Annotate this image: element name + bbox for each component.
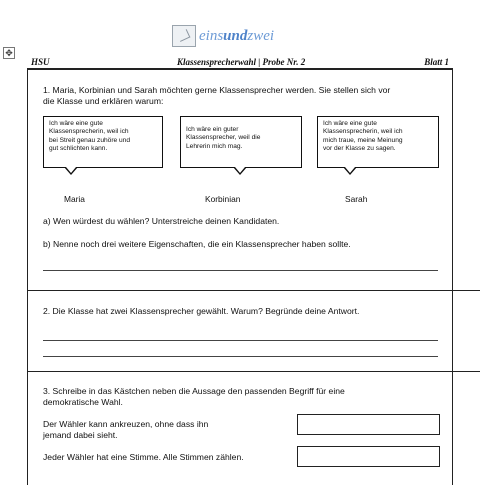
- logo-text: einsundzwei: [199, 27, 275, 44]
- move-icon[interactable]: ✥: [3, 47, 15, 59]
- answer-line[interactable]: [43, 270, 438, 271]
- task3-line2: demokratische Wahl.: [43, 397, 123, 407]
- task1-question-b: b) Nenne noch drei weitere Eigenschaften, die ein Klassensprecher haben sollte.: [43, 239, 351, 249]
- speech-bubble-korbinian: Ich wäre ein guter Klassensprecher, weil die Lehrerin mich mag.: [180, 116, 302, 168]
- task2-text: 2. Die Klasse hat zwei Klassensprecher gewählt. Warum? Begründe deine Antwort.: [43, 306, 360, 316]
- task3-item1-line1: Der Wähler kann ankreuzen, ohne dass ihn: [43, 419, 209, 429]
- table-left-border: [27, 68, 28, 485]
- candidate-name: Korbinian: [205, 194, 241, 204]
- header-subject: HSU: [31, 57, 50, 67]
- logo: [172, 24, 274, 48]
- row-divider-2: [27, 371, 480, 372]
- table-right-border: [452, 68, 453, 485]
- speech-bubble-maria: Ich wäre eine gute Klassensprecherin, weil ich bei Streit genau zuhöre und gut schlichten kann.: [43, 116, 163, 168]
- task3-item2: Jeder Wähler hat eine Stimme. Alle Stimmen zählen.: [43, 452, 244, 462]
- worksheet-header: [27, 57, 453, 68]
- task1-question-a: a) Wen würdest du wählen? Unterstreiche deinen Kandidaten.: [43, 216, 280, 226]
- answer-line[interactable]: [43, 340, 438, 341]
- header-underline: [27, 68, 453, 70]
- header-title: Klassensprecherwahl | Probe Nr. 2: [177, 57, 306, 67]
- speech-bubble-sarah: Ich wäre eine gute Klassensprecherin, weil ich mich traue, meine Meinung vor der Klasse zu sagen.: [317, 116, 439, 168]
- task3-item1-line2: jemand dabei sieht.: [43, 430, 118, 440]
- candidate-name: Sarah: [345, 194, 368, 204]
- answer-box-2[interactable]: [297, 446, 440, 467]
- answer-line[interactable]: [43, 356, 438, 357]
- header-sheet: Blatt 1: [424, 57, 449, 67]
- task1-line1: 1. Maria, Korbinian und Sarah möchten gerne Klassensprecher werden. Sie stellen sich vor: [43, 85, 391, 95]
- row-divider-1: [27, 290, 480, 291]
- logo-icon: [172, 25, 196, 47]
- task3-line1: 3. Schreibe in das Kästchen neben die Aussage den passenden Begriff für eine: [43, 386, 345, 396]
- answer-box-1[interactable]: [297, 414, 440, 435]
- candidate-name: Maria: [64, 194, 85, 204]
- task1-line2: die Klasse und erklären warum:: [43, 96, 164, 106]
